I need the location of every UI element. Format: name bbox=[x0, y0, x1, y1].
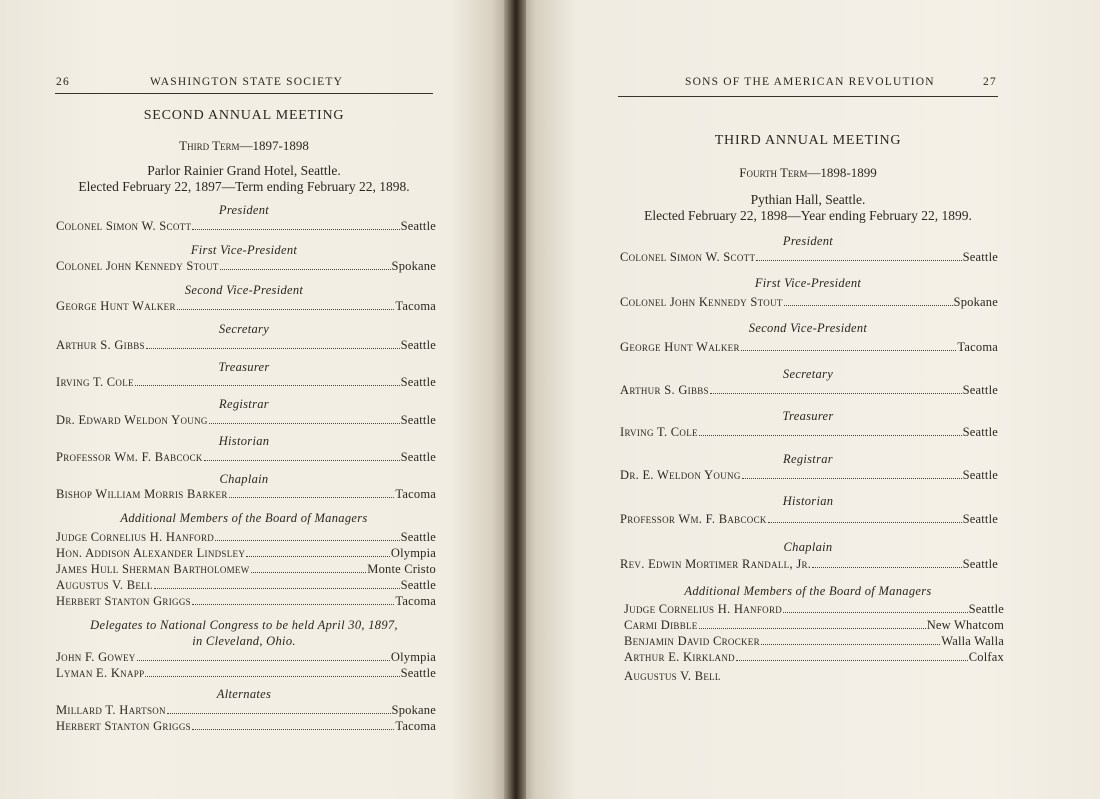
section-heading-alternates: Alternates bbox=[216, 687, 272, 701]
board-member-entry bbox=[56, 530, 436, 545]
section-heading-first-vice-president: First Vice-President bbox=[754, 276, 862, 290]
officer-city: Seattle bbox=[962, 468, 998, 482]
officer-entry bbox=[620, 425, 998, 440]
member-city: New Whatcom bbox=[926, 618, 1004, 632]
election-line: Elected February 22, 1898—Year ending February 22, 1899. bbox=[644, 208, 972, 223]
alternate-city: Spokane bbox=[391, 703, 436, 717]
leader-dots bbox=[812, 567, 961, 568]
officer-name: George Hunt Walker bbox=[56, 299, 176, 313]
officer-city: Spokane bbox=[391, 259, 436, 273]
section-heading-secretary: Secretary bbox=[218, 322, 270, 336]
leader-dots bbox=[192, 229, 399, 230]
left-page bbox=[0, 0, 512, 799]
officer-entry bbox=[56, 487, 436, 502]
leader-dots bbox=[215, 540, 400, 541]
officer-name: Colonel Simon W. Scott bbox=[56, 219, 192, 233]
header-rule bbox=[618, 96, 998, 97]
right-page bbox=[518, 0, 1100, 799]
officer-entry bbox=[620, 383, 998, 398]
board-member-entry bbox=[56, 546, 436, 561]
board-member-entry bbox=[56, 578, 436, 593]
officer-name: Irving T. Cole bbox=[56, 375, 134, 389]
section-heading-chaplain: Chaplain bbox=[219, 472, 269, 486]
officer-city: Seattle bbox=[962, 557, 998, 571]
leader-dots bbox=[761, 644, 940, 645]
officer-name: Arthur S. Gibbs bbox=[56, 338, 145, 352]
delegate-city: Olympia bbox=[390, 650, 436, 664]
leader-dots bbox=[135, 385, 400, 386]
officer-name: Colonel John Kennedy Stout bbox=[56, 259, 219, 273]
leader-dots bbox=[154, 588, 400, 589]
term-line: Third Term—1897-1898 bbox=[179, 138, 309, 153]
delegate-entry bbox=[56, 666, 436, 681]
leader-dots bbox=[756, 260, 961, 261]
section-heading-board-of-managers: Additional Members of the Board of Managers bbox=[120, 511, 368, 525]
page-number: 27 bbox=[983, 76, 997, 88]
member-city: Seattle bbox=[400, 578, 436, 592]
member-city: Tacoma bbox=[395, 594, 436, 608]
member-name: Benjamin David Crocker bbox=[624, 634, 760, 648]
officer-city: Spokane bbox=[953, 295, 998, 309]
section-heading-registrar: Registrar bbox=[783, 452, 833, 466]
member-name: James Hull Sherman Bartholomew bbox=[56, 562, 250, 576]
leader-dots bbox=[699, 435, 962, 436]
officer-name: Colonel John Kennedy Stout bbox=[620, 295, 783, 309]
leader-dots bbox=[204, 460, 400, 461]
leader-dots bbox=[146, 348, 400, 349]
officer-city: Seattle bbox=[400, 413, 436, 427]
section-heading-delegates: Delegates to National Congress to be held April 30, 1897, bbox=[90, 618, 398, 632]
meeting-place: Parlor Rainier Grand Hotel, Seattle. bbox=[147, 163, 341, 178]
leader-dots bbox=[137, 660, 390, 661]
section-heading-president: President bbox=[218, 203, 270, 217]
meeting-title: SECOND ANNUAL MEETING bbox=[143, 108, 345, 123]
officer-name: Professor Wm. F. Babcock bbox=[620, 512, 767, 526]
leader-dots bbox=[167, 713, 391, 714]
officer-name: Arthur S. Gibbs bbox=[620, 383, 709, 397]
section-heading-secretary: Secretary bbox=[782, 367, 834, 381]
board-member-entry bbox=[624, 618, 1004, 633]
alternate-city: Tacoma bbox=[395, 719, 436, 733]
leader-dots bbox=[742, 478, 962, 479]
leader-dots bbox=[699, 628, 926, 629]
term-line: Fourth Term—1898-1899 bbox=[739, 165, 877, 180]
board-member-entry bbox=[624, 602, 1004, 617]
member-city: Colfax bbox=[968, 650, 1004, 664]
running-head: SONS OF THE AMERICAN REVOLUTION bbox=[685, 76, 935, 88]
officer-city: Seattle bbox=[400, 450, 436, 464]
leader-dots bbox=[741, 350, 957, 351]
section-heading-treasurer: Treasurer bbox=[218, 360, 270, 374]
officer-entry bbox=[56, 375, 436, 390]
officer-city: Tacoma bbox=[395, 299, 436, 313]
leader-dots bbox=[784, 305, 953, 306]
leader-dots bbox=[783, 612, 968, 613]
officer-entry bbox=[620, 557, 998, 572]
section-heading-registrar: Registrar bbox=[219, 397, 269, 411]
member-city: Seattle bbox=[400, 530, 436, 544]
member-name: Judge Cornelius H. Hanford bbox=[56, 530, 215, 544]
alternate-name: Millard T. Hartson bbox=[56, 703, 166, 717]
board-member-entry bbox=[624, 634, 1004, 649]
officer-city: Seattle bbox=[400, 219, 436, 233]
officer-name: Professor Wm. F. Babcock bbox=[56, 450, 203, 464]
member-city: Olympia bbox=[390, 546, 436, 560]
officer-name: Dr. Edward Weldon Young bbox=[56, 413, 208, 427]
officer-city: Seattle bbox=[400, 375, 436, 389]
officer-city: Seattle bbox=[962, 512, 998, 526]
leader-dots bbox=[736, 660, 968, 661]
officer-entry bbox=[620, 340, 998, 355]
header-rule bbox=[55, 93, 433, 94]
member-name: Augustus V. Bell bbox=[56, 578, 153, 592]
delegate-entry bbox=[56, 650, 436, 665]
officer-name: George Hunt Walker bbox=[620, 340, 740, 354]
section-heading-second-vice-president: Second Vice-President bbox=[184, 283, 304, 297]
section-heading-president: President bbox=[782, 234, 834, 248]
officer-city: Seattle bbox=[962, 383, 998, 397]
section-heading-treasurer: Treasurer bbox=[782, 409, 834, 423]
leader-dots bbox=[710, 393, 962, 394]
delegate-name: John F. Gowey bbox=[56, 650, 136, 664]
delegate-city: Seattle bbox=[400, 666, 436, 680]
member-name: Carmi Dibble bbox=[624, 618, 698, 632]
officer-entry bbox=[620, 250, 998, 265]
officer-name: Dr. E. Weldon Young bbox=[620, 468, 741, 482]
officer-name: Rev. Edwin Mortimer Randall, Jr. bbox=[620, 557, 812, 571]
officer-entry bbox=[56, 299, 436, 314]
section-heading-historian: Historian bbox=[782, 494, 834, 508]
leader-dots bbox=[220, 269, 391, 270]
leader-dots bbox=[246, 556, 390, 557]
leader-dots bbox=[145, 676, 399, 677]
alternate-entry bbox=[56, 703, 436, 718]
member-city: Monte Cristo bbox=[367, 562, 436, 576]
leader-dots bbox=[229, 497, 395, 498]
officer-entry bbox=[56, 259, 436, 274]
member-name: Augustus V. Bell bbox=[624, 669, 721, 683]
officer-entry bbox=[620, 468, 998, 483]
delegate-name: Lyman E. Knapp bbox=[56, 666, 145, 680]
board-member-entry bbox=[56, 562, 436, 577]
officer-city: Seattle bbox=[962, 425, 998, 439]
officer-entry bbox=[56, 219, 436, 234]
section-heading-historian: Historian bbox=[218, 434, 270, 448]
officer-city: Seattle bbox=[400, 338, 436, 352]
member-name: Hon. Addison Alexander Lindsley bbox=[56, 546, 246, 560]
board-member-entry bbox=[624, 669, 1004, 684]
member-city: Seattle bbox=[968, 602, 1004, 616]
leader-dots bbox=[768, 522, 962, 523]
officer-name: Irving T. Cole bbox=[620, 425, 698, 439]
leader-dots bbox=[209, 423, 400, 424]
book-gutter bbox=[504, 0, 526, 799]
member-name: Arthur E. Kirkland bbox=[624, 650, 735, 664]
section-heading-board-of-managers: Additional Members of the Board of Managers bbox=[684, 584, 932, 598]
leader-dots bbox=[192, 729, 394, 730]
leader-dots bbox=[177, 309, 395, 310]
running-head: WASHINGTON STATE SOCIETY bbox=[150, 76, 344, 88]
officer-city: Seattle bbox=[962, 250, 998, 264]
officer-name: Colonel Simon W. Scott bbox=[620, 250, 756, 264]
officer-city: Tacoma bbox=[395, 487, 436, 501]
officer-entry bbox=[620, 512, 998, 527]
alternate-name: Herbert Stanton Griggs bbox=[56, 719, 191, 733]
member-name: Herbert Stanton Griggs bbox=[56, 594, 191, 608]
board-member-entry bbox=[624, 650, 1004, 665]
member-name: Judge Cornelius H. Hanford bbox=[624, 602, 783, 616]
officer-city: Tacoma bbox=[957, 340, 998, 354]
section-heading-first-vice-president: First Vice-President bbox=[190, 243, 298, 257]
officer-entry bbox=[56, 338, 436, 353]
section-heading-chaplain: Chaplain bbox=[783, 540, 833, 554]
meeting-title: THIRD ANNUAL MEETING bbox=[714, 133, 902, 148]
leader-dots bbox=[192, 604, 394, 605]
page-number: 26 bbox=[56, 76, 70, 88]
officer-entry bbox=[56, 450, 436, 465]
board-member-entry bbox=[56, 594, 436, 609]
officer-entry bbox=[620, 295, 998, 310]
section-heading-delegates-line-2: in Cleveland, Ohio. bbox=[192, 634, 296, 648]
officer-entry bbox=[56, 413, 436, 428]
member-city: Walla Walla bbox=[941, 634, 1004, 648]
meeting-place: Pythian Hall, Seattle. bbox=[750, 192, 866, 207]
section-heading-second-vice-president: Second Vice-President bbox=[748, 321, 868, 335]
officer-name: Bishop William Morris Barker bbox=[56, 487, 228, 501]
alternate-entry bbox=[56, 719, 436, 734]
election-line: Elected February 22, 1897—Term ending February 22, 1898. bbox=[78, 179, 410, 194]
leader-dots bbox=[251, 572, 367, 573]
